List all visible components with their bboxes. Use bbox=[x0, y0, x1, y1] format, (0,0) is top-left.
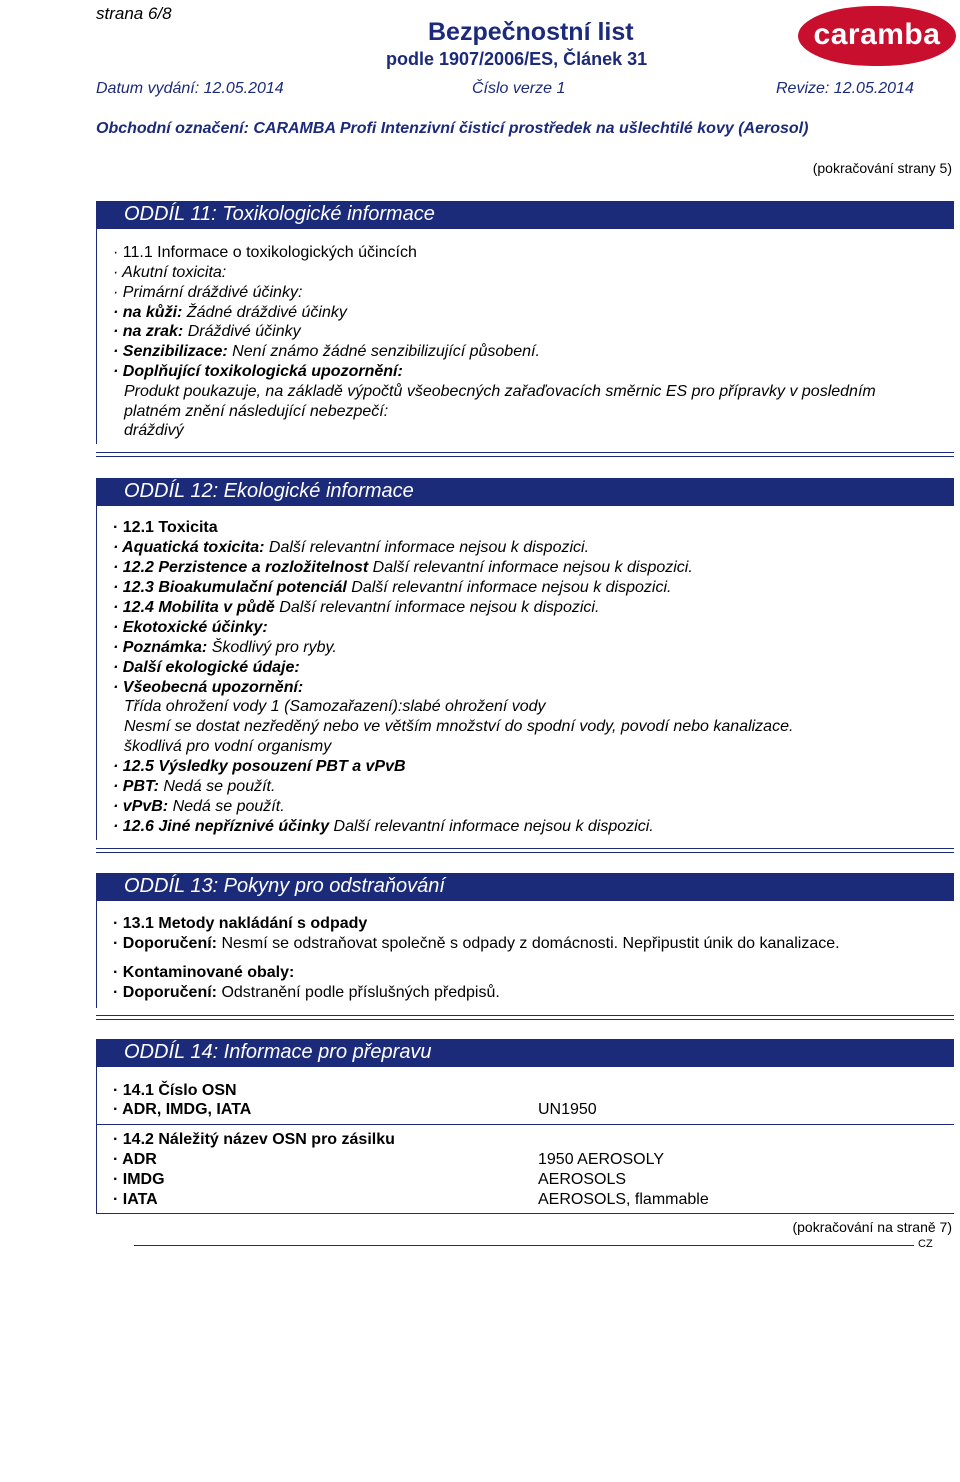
section-border bbox=[96, 901, 97, 1008]
row-divider bbox=[96, 1124, 954, 1125]
section-11-header bbox=[96, 201, 954, 229]
s14-value: UN1950 bbox=[538, 1101, 597, 1118]
continued-from: (pokračování strany 5) bbox=[812, 160, 952, 176]
s12-line: · 12.2 Perzistence a rozložitelnost Další relevantní informace nejsou k dispozici. bbox=[113, 559, 693, 576]
s12-line: · 12.6 Jiné nepříznivé účinky Další relevantní informace nejsou k dispozici. bbox=[113, 818, 654, 835]
s11-line: · na zrak: Dráždivé účinky bbox=[113, 323, 301, 340]
section-11-title: ODDÍL 11: Toxikologické informace bbox=[124, 203, 435, 225]
footer-rule bbox=[134, 1245, 914, 1246]
language-code: CZ bbox=[918, 1238, 933, 1250]
s14-line: · 14.1 Číslo OSN bbox=[113, 1082, 237, 1099]
section-divider bbox=[96, 452, 954, 457]
section-14-header bbox=[96, 1039, 954, 1067]
s12-line: · Ekotoxické účinky: bbox=[113, 619, 268, 636]
s12-text: Nesmí se dostat nezředěný nebo ve větším množství do spodní vody, povodí nebo kanalizace. bbox=[124, 718, 794, 735]
s13-line: · Kontaminované obaly: bbox=[113, 964, 295, 981]
revision-date: Revize: 12.05.2014 bbox=[776, 80, 914, 97]
s14-label: · ADR, IMDG, IATA bbox=[113, 1101, 252, 1118]
s12-text: škodlivá pro vodní organismy bbox=[124, 738, 332, 755]
section-divider bbox=[96, 848, 954, 853]
s11-line: · na kůži: Žádné dráždivé účinky bbox=[113, 304, 347, 321]
section-14-title: ODDÍL 14: Informace pro přepravu bbox=[124, 1041, 432, 1063]
s13-line: · Doporučení: Nesmí se odstraňovat společně s odpady z domácnosti. Nepřipustit únik do kanalizace. bbox=[113, 935, 840, 952]
section-divider bbox=[96, 1015, 954, 1020]
s14-value: AEROSOLS bbox=[538, 1171, 627, 1188]
version-number: Číslo verze 1 bbox=[472, 80, 566, 97]
document-title: Bezpečnostní list bbox=[428, 18, 634, 46]
s14-label: · IATA bbox=[113, 1191, 158, 1208]
s11-line: · Senzibilizace: Není známo žádné senzibilizující působení. bbox=[113, 343, 540, 360]
trade-name: Obchodní označení: CARAMBA Profi Intenzivní čisticí prostředek na ušlechtilé kovy (Aerosol) bbox=[96, 120, 809, 137]
s11-line: · Primární dráždivé účinky: bbox=[113, 284, 303, 301]
section-border bbox=[96, 229, 97, 444]
s14-value: AEROSOLS, flammable bbox=[538, 1191, 709, 1208]
s12-line: · Aquatická toxicita: Další relevantní informace nejsou k dispozici. bbox=[113, 539, 590, 556]
s12-line: · 12.4 Mobilita v půdě Další relevantní informace nejsou k dispozici. bbox=[113, 599, 600, 616]
s14-value: 1950 AEROSOLY bbox=[538, 1151, 664, 1168]
s14-label: · ADR bbox=[113, 1151, 157, 1168]
s14-label: · IMDG bbox=[113, 1171, 165, 1188]
s12-line: · Další ekologické údaje: bbox=[113, 659, 300, 676]
s11-text: dráždivý bbox=[124, 422, 184, 439]
section-13-header bbox=[96, 873, 954, 901]
section-13-title: ODDÍL 13: Pokyny pro odstraňování bbox=[124, 875, 445, 897]
s14-line: · 14.2 Náležitý název OSN pro zásilku bbox=[113, 1131, 395, 1148]
section-12-header bbox=[96, 478, 954, 506]
issue-date: Datum vydání: 12.05.2014 bbox=[96, 80, 284, 97]
s12-line: · Poznámka: Škodlivý pro ryby. bbox=[113, 639, 337, 656]
s12-text: Třída ohrožení vody 1 (Samozařazení):slabé ohrožení vody bbox=[124, 698, 546, 715]
s12-line: · Všeobecná upozornění: bbox=[113, 679, 304, 696]
s12-line: · 12.5 Výsledky posouzení PBT a vPvB bbox=[113, 758, 406, 775]
s11-line: · 11.1 Informace o toxikologických účincích bbox=[113, 244, 417, 261]
s11-line: · Doplňující toxikologická upozornění: bbox=[113, 363, 403, 380]
section-border bbox=[96, 1067, 97, 1213]
s13-line: · Doporučení: Odstranění podle příslušných předpisů. bbox=[113, 984, 500, 1001]
s13-line: · 13.1 Metody nakládání s odpady bbox=[113, 915, 368, 932]
page-number: strana 6/8 bbox=[96, 4, 172, 23]
s11-text: Produkt poukazuje, na základě výpočtů všeobecných zařaďovacích směrnic ES pro přípravky v posledním bbox=[124, 383, 876, 400]
section-12-title: ODDÍL 12: Ekologické informace bbox=[124, 480, 414, 502]
s12-line: · PBT: Nedá se použít. bbox=[113, 778, 276, 795]
section-border bbox=[96, 506, 97, 840]
s11-line: · Akutní toxicita: bbox=[113, 264, 227, 281]
document-subtitle: podle 1907/2006/ES, Článek 31 bbox=[386, 49, 648, 69]
s12-line: · 12.1 Toxicita bbox=[113, 519, 218, 536]
s11-text: platném znění následující nebezpečí: bbox=[124, 403, 389, 420]
s12-line: · vPvB: Nedá se použít. bbox=[113, 798, 285, 815]
s12-line: · 12.3 Bioakumulační potenciál Další relevantní informace nejsou k dispozici. bbox=[113, 579, 672, 596]
continued-on: (pokračování na straně 7) bbox=[792, 1219, 952, 1235]
row-divider bbox=[96, 1213, 954, 1214]
caramba-logo: caramba bbox=[798, 6, 956, 66]
